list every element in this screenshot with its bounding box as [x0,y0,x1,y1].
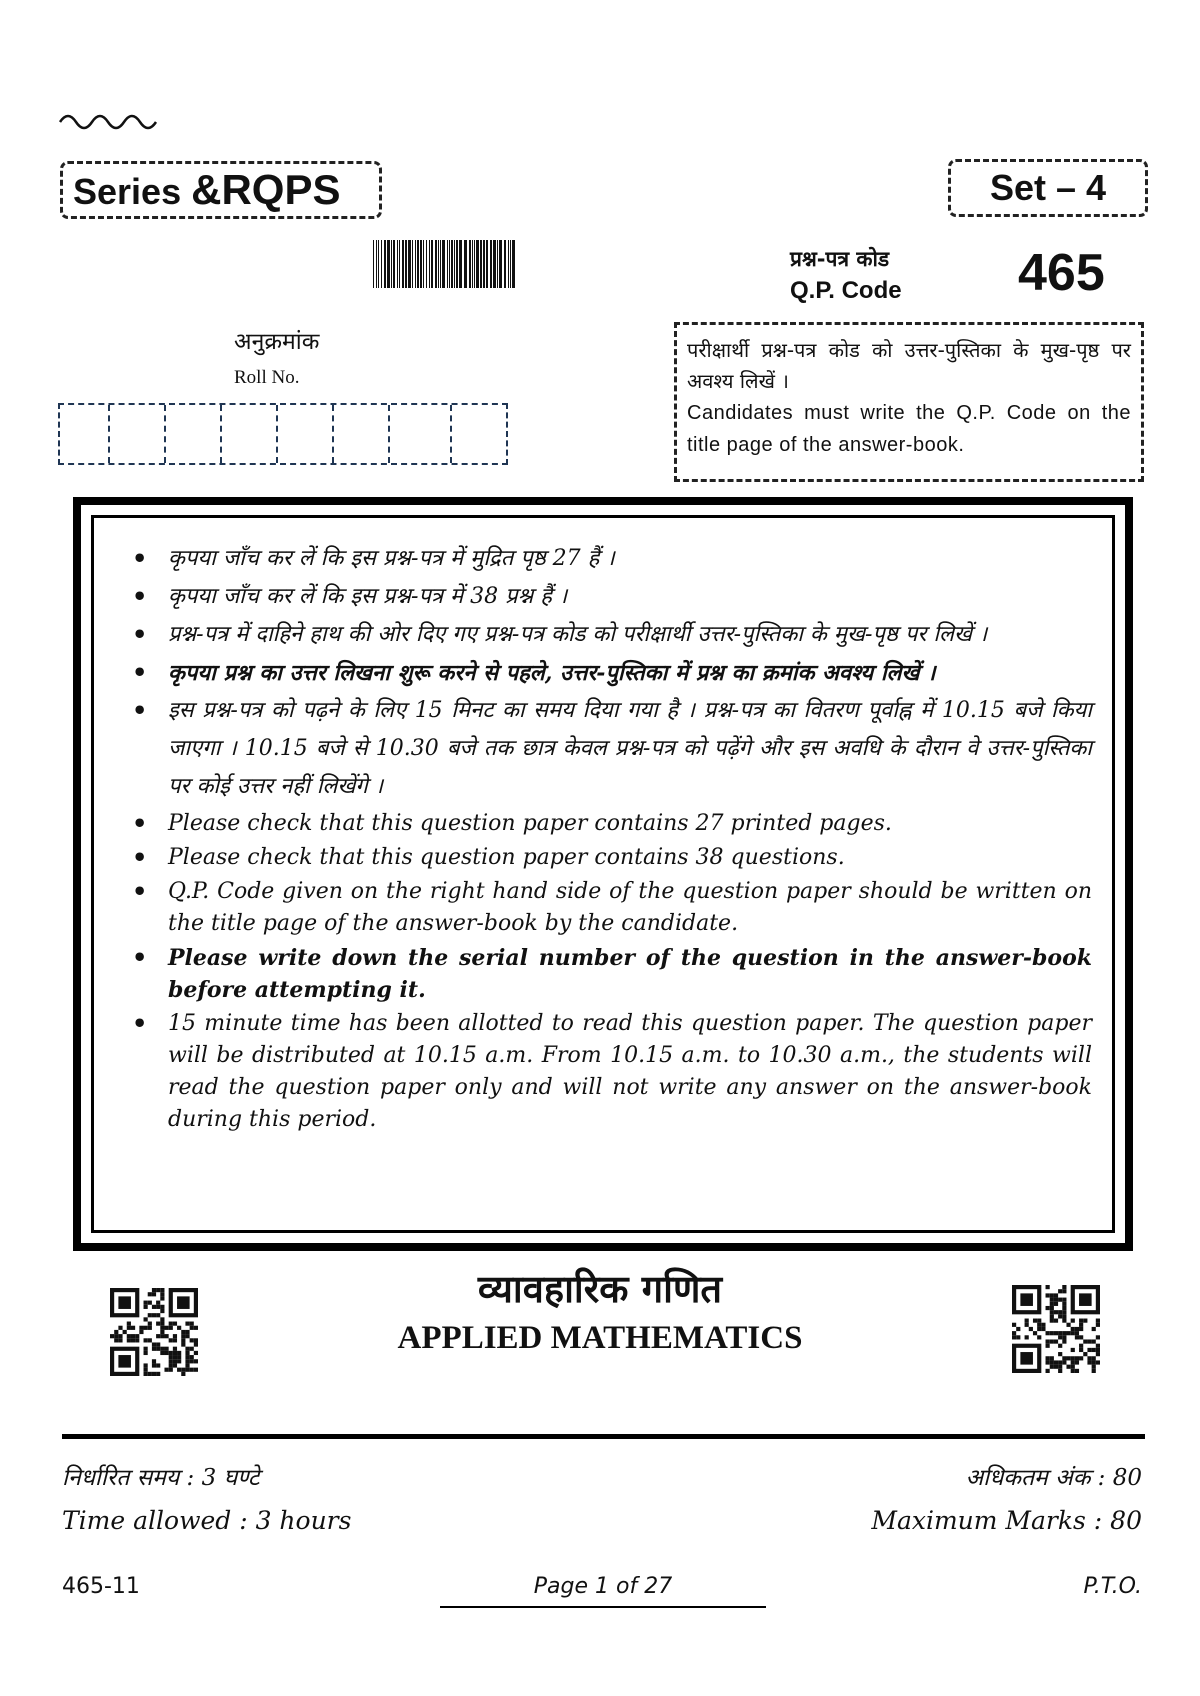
divider [62,1434,1145,1439]
qr-module [169,1359,173,1363]
qr-module [1062,1314,1066,1318]
candidate-note: Candidates must write the Q.P. Code on the title page of the answer-book. [687,402,1131,456]
roll-cell-divider [164,405,166,463]
barcode-bar [480,240,482,288]
qr-module [1062,1360,1066,1364]
qr-module [1071,1369,1075,1373]
barcode-bar [402,240,404,288]
qp-code-label-hindi: प्रश्न-पत्र कोड [790,247,890,271]
barcode-bar [474,240,475,288]
instruction-item: • कृपया जाँच कर लें कि इस प्रश्न-पत्र में मुद्रित पृष्ठ 27 हैं । [124,540,1092,578]
instruction-item: • 15 minute time has been allotted to read this question paper. The question paper will be distributed at 10.15 a.m. From 10.15 a.m. to 10.30 a.m., the students will read the question paper only and will not write any answer on the answer-book during this period. [124,1008,1092,1136]
barcode-bar [508,240,509,288]
qp-code-label: Q.P. Code [790,277,902,304]
qr-module [185,1363,189,1367]
barcode-bar [504,240,506,288]
qr-module [1058,1314,1062,1318]
barcode-bar [412,240,413,288]
qr-module [1054,1360,1058,1364]
set-box: Set – 4 [948,159,1148,217]
qr-module [1092,1360,1096,1364]
qr-module [1075,1360,1079,1364]
barcode-bar [447,240,448,288]
qr-module [173,1363,177,1367]
barcode-bar [456,240,458,288]
roll-cell-divider [220,405,222,463]
qr-module [1075,1369,1079,1373]
barcode-bar [378,240,379,288]
barcode-bar [435,240,437,288]
qr-module [1050,1365,1054,1369]
time-allowed: Time allowed : 3 hours [62,1506,352,1535]
qr-module [164,1368,168,1372]
qp-code-number: 465 [1018,244,1105,302]
roll-cell-divider [450,405,452,463]
qr-module [1050,1360,1054,1364]
series-label: Series [73,171,182,212]
qr-module [1071,1365,1075,1369]
barcode-bar [464,240,467,288]
barcode-bar [387,240,390,288]
qr-module [169,1363,173,1367]
page-number-underline [440,1606,766,1608]
barcode-bar [493,240,496,288]
barcode-bar [381,240,382,288]
qr-module [1071,1360,1075,1364]
subject-title-hindi: व्यावहारिक गणित [477,1267,723,1311]
barcode-bar [497,240,498,288]
barcode-bar [426,240,427,288]
page-number: Page 1 of 27 [533,1574,673,1599]
barcode-bar [417,240,419,288]
maximum-marks-hindi: अधिकतम अंक : 80 [965,1465,1142,1491]
qr-module [156,1372,160,1376]
barcode-bar [442,240,445,288]
qr-module [190,1359,194,1363]
instruction-item: • Please check that this question paper contains 38 questions. [124,842,1092,874]
qr-module [190,1368,194,1372]
pto-label: P.T.O. [1083,1574,1142,1599]
roll-cell-divider [332,405,334,463]
barcode-bar [423,240,424,288]
qr-module [194,1359,198,1363]
qr-module [173,1359,177,1363]
barcode-bar [408,240,411,288]
instruction-item: • Q.P. Code given on the right hand side of the question paper should be written on the title page of the answer-book by the candidate. [124,876,1092,940]
barcode-bar [399,240,400,288]
qr-module [1058,1365,1062,1369]
qr-module [1054,1365,1058,1369]
barcode-image [373,240,517,288]
instruction-item: • इस प्रश्न-पत्र को पढ़ने के लिए 15 मिनट का समय दिया गया है । प्रश्न-पत्र का वितरण पूर्वाह्न में 10.15 बजे किया जाएगा । 10.15 बजे से 10.30 बजे तक छात्र केवल प्रश्न-पत्र को पढ़ेंगे और इस अवधि के दौरान वे उत्तर-पुस्तिका पर कोई उत्तर नहीं लिखेंगे । [124,692,1092,806]
barcode-bar [469,240,471,288]
candidate-note-box [674,322,1144,482]
series-box [60,161,382,219]
qr-module [1092,1369,1096,1373]
qr-module [1050,1314,1054,1318]
qr-module [152,1372,156,1376]
barcode-bar [405,240,407,288]
instruction-item: • कृपया प्रश्न का उत्तर लिखना शुरू करने से पहले, उत्तर-पुस्तिका में प्रश्न का क्रमांक अवश्य लिखें । [124,654,1092,692]
barcode-bar [510,240,511,288]
qr-module [185,1359,189,1363]
qr-module [194,1368,198,1372]
qr-module [152,1359,156,1363]
roll-cell-divider [388,405,390,463]
roll-cell-divider [276,405,278,463]
barcode-bar [454,240,455,288]
barcode-bar [373,240,374,288]
instruction-item: • Please check that this question paper contains 27 printed pages. [124,808,1092,840]
instruction-item: • कृपया जाँच कर लें कि इस प्रश्न-पत्र में 38 प्रश्न हैं । [124,578,1092,616]
barcode-bar [393,240,395,288]
qr-module [1087,1360,1091,1364]
barcode-bar [490,240,492,288]
instructions-list [94,518,1112,1136]
series-code: &RQPS [191,166,341,213]
instructions-inner-frame [91,515,1115,1233]
barcode-bar [391,240,392,288]
barcode-bar [512,240,515,288]
roll-number-field[interactable] [58,403,508,465]
barcode-bar [397,240,398,288]
barcode-bar [440,240,441,288]
barcode-bar [431,240,433,288]
barcode-bar [476,240,479,288]
barcode-bar [420,240,422,288]
barcode-bar [384,240,386,288]
wave-ornament-icon [58,108,158,132]
instruction-item: • प्रश्न-पत्र में दाहिने हाथ की ओर दिए गए प्रश्न-पत्र कोड को परीक्षार्थी उत्तर-पुस्तिका के मुख-पृष्ठ पर लिखें । [124,616,1092,654]
barcode-bar [438,240,439,288]
barcode-bar [472,240,473,288]
candidate-note-hindi: परीक्षार्थी प्रश्न-पत्र कोड को उत्तर-पुस्तिका के मुख-पृष्ठ पर अवश्य लिखें । [687,338,1131,393]
qr-module [169,1368,173,1372]
barcode-bar [459,240,462,288]
roll-number-label: Roll No. [234,367,300,388]
paper-code-footer: 465-11 [62,1574,140,1599]
qr-module [144,1372,148,1376]
qr-module [181,1368,185,1372]
qr-module [156,1363,160,1367]
qr-module [177,1368,181,1372]
qr-module [1092,1365,1096,1369]
qr-module [152,1363,156,1367]
qr-module [177,1359,181,1363]
subject-title: APPLIED MATHEMATICS [397,1320,803,1356]
time-allowed-hindi: निर्धारित समय : 3 घण्टे [62,1465,260,1491]
qr-module [1066,1365,1070,1369]
maximum-marks: Maximum Marks : 80 [871,1506,1142,1535]
qr-module [1058,1369,1062,1373]
qr-module [1096,1360,1100,1364]
barcode-bar [415,240,416,288]
qr-module [144,1368,148,1372]
barcode-bar [486,240,488,288]
qr-module [1046,1369,1050,1373]
qr-module [1058,1360,1062,1364]
barcode-bar [499,240,502,288]
qr-module [181,1372,185,1376]
qr-module [148,1372,152,1376]
barcode-bar [483,240,485,288]
roll-cell-divider [108,405,110,463]
instructions-box [73,497,1133,1251]
qr-module [144,1363,148,1367]
roll-number-label-hindi: अनुक्रमांक [234,329,320,355]
qr-module [185,1368,189,1372]
barcode-bar [429,240,430,288]
instruction-item: • Please write down the serial number of the question in the answer-book before attempting it. [124,942,1092,1006]
barcode-bar [376,240,377,288]
qr-module [1046,1360,1050,1364]
barcode-bar [451,240,453,288]
barcode-bar [449,240,450,288]
